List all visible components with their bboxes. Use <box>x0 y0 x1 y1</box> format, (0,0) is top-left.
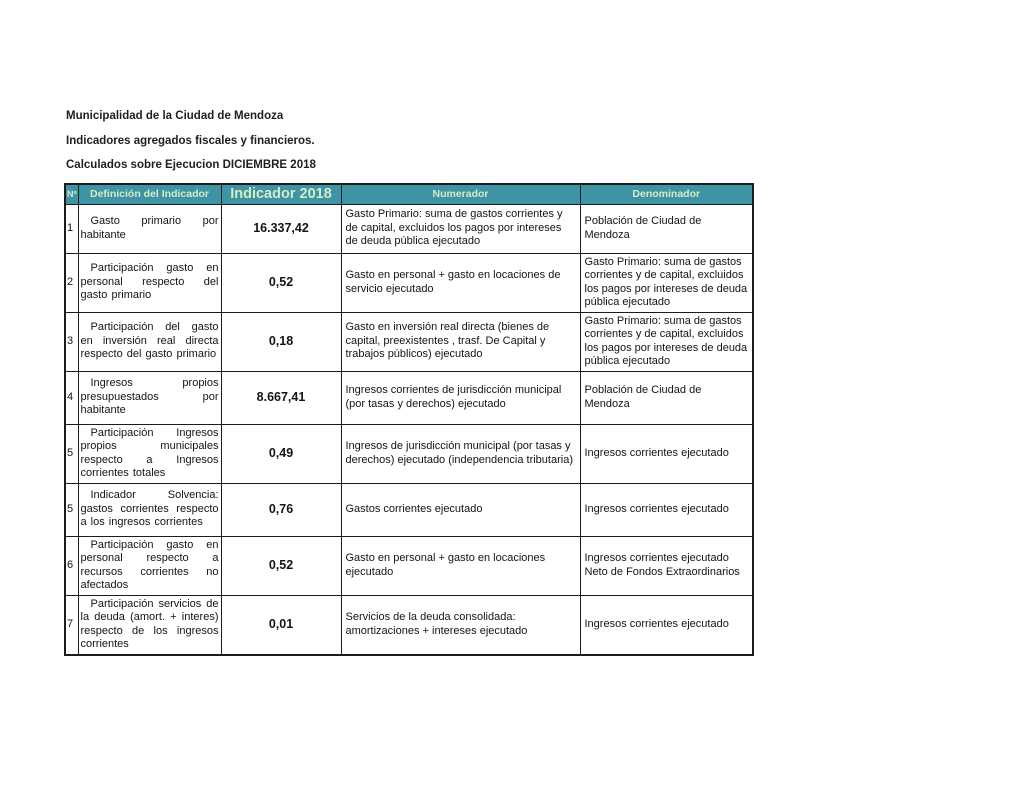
document-title: Municipalidad de la Ciudad de Mendoza <box>66 110 284 122</box>
indicators-table <box>64 183 754 656</box>
header-indicator: Indicador 2018 <box>221 184 341 204</box>
header-num: Nº <box>65 184 78 204</box>
table-row <box>65 371 753 424</box>
row-number-cell: 6 <box>65 536 78 595</box>
row-indicator-cell: 0,49 <box>221 424 341 483</box>
row-indicator-cell: 8.667,41 <box>221 371 341 424</box>
row-indicator-cell: 16.337,42 <box>221 204 341 253</box>
row-definition-cell: Participación gasto en personal respecto del gasto primario <box>78 253 221 312</box>
row-definition-cell: Participación Ingresos propios municipales respecto a Ingresos corrientes totales <box>78 424 221 483</box>
row-denominator-cell: Ingresos corrientes ejecutado Neto de Fondos Extraordinarios <box>580 536 753 595</box>
row-number-cell: 3 <box>65 312 78 371</box>
header-row <box>65 184 753 204</box>
row-number-cell: 5 <box>65 483 78 536</box>
indicators-table-header <box>65 184 753 204</box>
row-numerator-cell: Gasto en personal + gasto en locaciones ejecutado <box>341 536 580 595</box>
row-definition-cell: Participación servicios de la deuda (amort. + interes) respecto de los ingresos corrientes <box>78 595 221 655</box>
document-subtitle: Indicadores agregados fiscales y financieros. <box>66 134 315 147</box>
header-definition: Definición del Indicador <box>78 184 221 204</box>
row-denominator-cell: Población de Ciudad de Mendoza <box>580 204 753 253</box>
table-row <box>65 204 753 253</box>
row-numerator-cell: Ingresos de jurisdicción municipal (por tasas y derechos) ejecutado (independencia tributaria) <box>341 424 580 483</box>
row-denominator-cell: Ingresos corrientes ejecutado <box>580 595 753 655</box>
row-number-cell: 4 <box>65 371 78 424</box>
table-row <box>65 312 753 371</box>
row-indicator-cell: 0,01 <box>221 595 341 655</box>
row-indicator-cell: 0,76 <box>221 483 341 536</box>
row-definition-cell: Ingresos propios presupuestados por habitante <box>78 371 221 424</box>
row-denominator-cell: Ingresos corrientes ejecutado <box>580 424 753 483</box>
row-denominator-cell: Población de Ciudad de Mendoza <box>580 371 753 424</box>
row-number-cell: 5 <box>65 424 78 483</box>
row-numerator-cell: Gasto en personal + gasto en locaciones de servicio ejecutado <box>341 253 580 312</box>
row-denominator-cell: Gasto Primario: suma de gastos corrientes y de capital, excluidos los pagos por intereses de deuda pública ejecutado <box>580 312 753 371</box>
row-definition-cell: Participación del gasto en inversión real directa respecto del gasto primario <box>78 312 221 371</box>
row-indicator-cell: 0,52 <box>221 253 341 312</box>
document-caption: Calculados sobre Ejecucion DICIEMBRE 2018 <box>66 159 316 171</box>
row-indicator-cell: 0,52 <box>221 536 341 595</box>
row-definition-cell: Gasto primario por habitante <box>78 204 221 253</box>
table-row <box>65 595 753 655</box>
row-definition-cell: Participación gasto en personal respecto a recursos corrientes no afectados <box>78 536 221 595</box>
header-numerator: Numerador <box>341 184 580 204</box>
row-number-cell: 2 <box>65 253 78 312</box>
row-number-cell: 7 <box>65 595 78 655</box>
row-numerator-cell: Gasto en inversión real directa (bienes de capital, preexistentes , trasf. De Capital y trabajos públicos) ejecutado <box>341 312 580 371</box>
table-row <box>65 424 753 483</box>
indicators-table-body <box>65 204 753 655</box>
table-row <box>65 483 753 536</box>
row-definition-cell: Indicador Solvencia: gastos corrientes respecto a los ingresos corrientes <box>78 483 221 536</box>
row-numerator-cell: Ingresos corrientes de jurisdicción municipal (por tasas y derechos) ejecutado <box>341 371 580 424</box>
row-denominator-cell: Gasto Primario: suma de gastos corrientes y de capital, excluidos los pagos por intereses de deuda pública ejecutado <box>580 253 753 312</box>
header-denominator: Denominador <box>580 184 753 204</box>
row-number-cell: 1 <box>65 204 78 253</box>
table-row <box>65 536 753 595</box>
document-header <box>66 110 316 184</box>
row-indicator-cell: 0,18 <box>221 312 341 371</box>
row-denominator-cell: Ingresos corrientes ejecutado <box>580 483 753 536</box>
row-numerator-cell: Gastos corrientes ejecutado <box>341 483 580 536</box>
row-numerator-cell: Gasto Primario: suma de gastos corrientes y de capital, excluidos los pagos por intereses de deuda pública ejecutado <box>341 204 580 253</box>
row-numerator-cell: Servicios de la deuda consolidada: amortizaciones + intereses ejecutado <box>341 595 580 655</box>
table-row <box>65 253 753 312</box>
